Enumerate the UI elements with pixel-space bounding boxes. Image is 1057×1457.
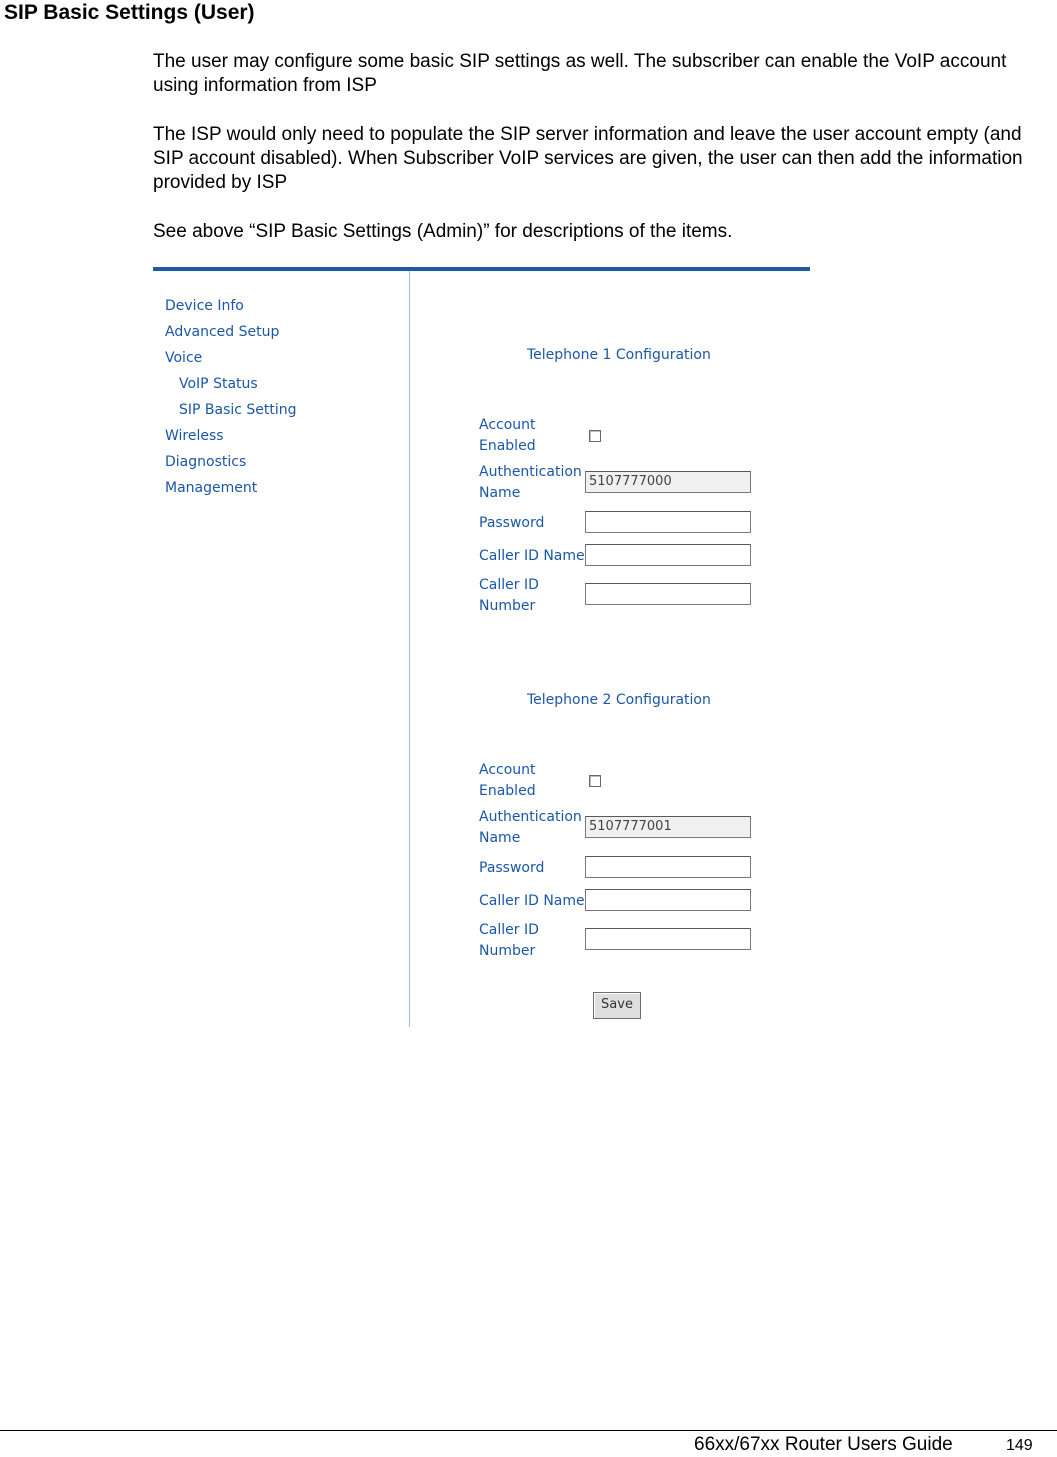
- auth-name-label: [479, 807, 585, 849]
- caller-id-number-label: [479, 920, 585, 962]
- sip-settings-screenshot: [153, 265, 810, 1030]
- footer-divider: [0, 1430, 1057, 1431]
- save-button[interactable]: Save: [593, 992, 641, 1019]
- label-line: Name: [479, 485, 521, 501]
- nav-sip-basic-setting[interactable]: SIP Basic Setting: [179, 402, 297, 418]
- intro-paragraph: The user may configure some basic SIP settings as well. The subscriber can enable the VoIP account using information from ISP: [153, 51, 1007, 96]
- label-line: Account: [479, 417, 536, 433]
- label-line: Caller ID: [479, 922, 539, 938]
- label-line: Name: [479, 830, 521, 846]
- account-enabled-label: [479, 760, 585, 802]
- label-line: Enabled: [479, 438, 536, 454]
- password-input[interactable]: [585, 856, 751, 878]
- password-label: Password: [479, 860, 545, 876]
- telephone2-title: Telephone 2 Configuration: [527, 692, 711, 708]
- auth-name-label: [479, 462, 585, 504]
- label-line: Enabled: [479, 783, 536, 799]
- caller-id-name-label: Caller ID Name: [479, 893, 585, 909]
- label-line: Account: [479, 762, 536, 778]
- caller-id-number-input[interactable]: [585, 928, 751, 950]
- label-line: Authentication: [479, 809, 582, 825]
- header-bar: [153, 267, 810, 271]
- nav-voice[interactable]: Voice: [165, 350, 203, 366]
- sidebar-nav: [165, 295, 297, 503]
- isp-paragraph: The ISP would only need to populate the SIP server information and leave the user account empty (and SIP account disabled). When Subscriber VoIP services are given, the user can then add the information provided by ISP: [153, 124, 1023, 193]
- caller-id-name-input[interactable]: [585, 889, 751, 911]
- nav-voip-status[interactable]: VoIP Status: [179, 376, 258, 392]
- label-line: Authentication: [479, 464, 582, 480]
- caller-id-name-label: Caller ID Name: [479, 548, 585, 564]
- auth-name-input[interactable]: 5107777001: [585, 816, 751, 838]
- telephone1-title: Telephone 1 Configuration: [527, 347, 711, 363]
- section-heading: SIP Basic Settings (User): [4, 1, 255, 24]
- footer-guide-title: 66xx/67xx Router Users Guide: [694, 1434, 953, 1455]
- label-line: Number: [479, 943, 536, 959]
- nav-diagnostics[interactable]: Diagnostics: [165, 454, 247, 470]
- account-enabled-checkbox[interactable]: [589, 430, 601, 442]
- caller-id-number-label: [479, 575, 585, 617]
- label-line: Caller ID: [479, 577, 539, 593]
- auth-name-input[interactable]: 5107777000: [585, 471, 751, 493]
- account-enabled-label: [479, 415, 585, 457]
- nav-device-info[interactable]: Device Info: [165, 298, 244, 314]
- password-label: Password: [479, 515, 545, 531]
- nav-advanced-setup[interactable]: Advanced Setup: [165, 324, 280, 340]
- see-above-paragraph: See above “SIP Basic Settings (Admin)” for descriptions of the items.: [153, 221, 733, 242]
- caller-id-number-input[interactable]: [585, 583, 751, 605]
- page-number: 149: [1006, 1437, 1033, 1454]
- nav-wireless[interactable]: Wireless: [165, 428, 224, 444]
- label-line: Number: [479, 598, 536, 614]
- caller-id-name-input[interactable]: [585, 544, 751, 566]
- nav-management[interactable]: Management: [165, 480, 258, 496]
- sidebar-divider: [409, 271, 410, 1027]
- password-input[interactable]: [585, 511, 751, 533]
- account-enabled-checkbox[interactable]: [589, 775, 601, 787]
